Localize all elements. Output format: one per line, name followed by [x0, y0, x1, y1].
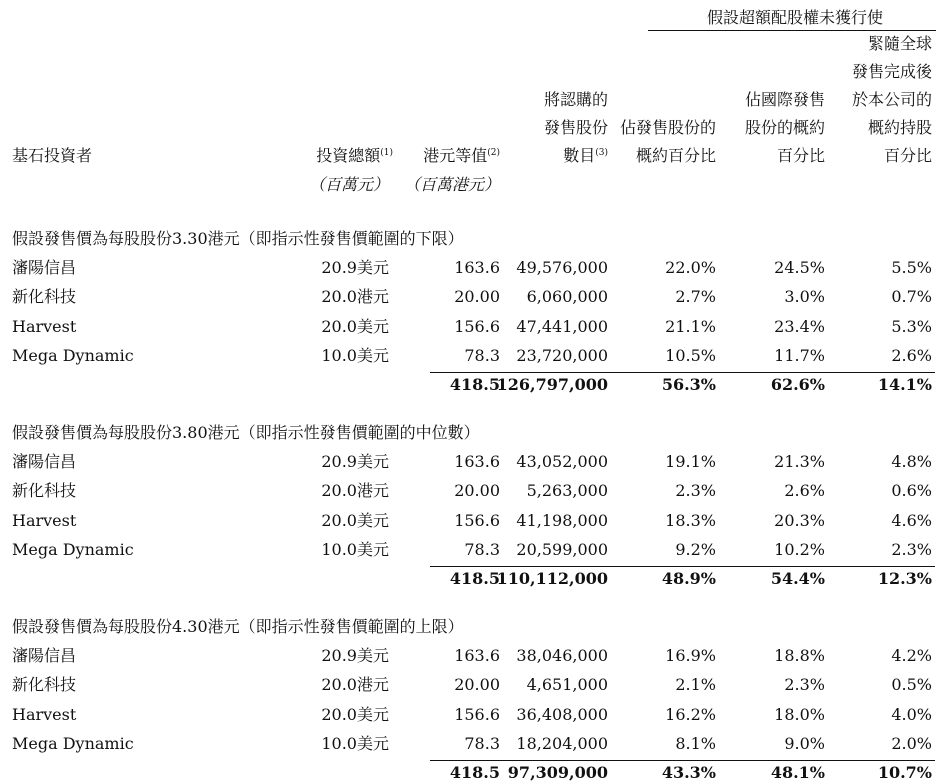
- cell-hkd: 20.00: [454, 287, 500, 306]
- total-rule: [430, 760, 935, 761]
- cell-investment: 20.9美元: [321, 646, 389, 665]
- cell-shares: 4,651,000: [526, 675, 608, 694]
- cell-investment: 20.9美元: [321, 258, 389, 277]
- investor-name: 新化科技: [12, 481, 77, 500]
- cell-shares: 41,198,000: [516, 511, 608, 530]
- cell-investment: 20.0港元: [321, 675, 389, 694]
- cell-shares: 36,408,000: [516, 705, 608, 724]
- col-hold-pct-l2: 發售完成後: [851, 62, 932, 81]
- cell-investment: 10.0美元: [321, 346, 389, 365]
- cell-investment: 20.0美元: [321, 511, 389, 530]
- investor-name: 瀋陽信昌: [12, 258, 77, 277]
- total-intl-pct: 62.6%: [770, 375, 825, 394]
- total-hold-pct: 12.3%: [877, 569, 932, 588]
- cell-hold-pct: 0.6%: [891, 481, 932, 500]
- cell-hold-pct: 4.2%: [891, 646, 932, 665]
- cell-intl-pct: 21.3%: [774, 452, 825, 471]
- col-offer-pct-l2: 概約百分比: [635, 146, 716, 165]
- total-shares: 97,309,000: [507, 763, 608, 782]
- group-title: 假設超額配股權未獲行使: [706, 8, 883, 27]
- cell-offer-pct: 18.3%: [665, 511, 716, 530]
- cell-hold-pct: 0.7%: [891, 287, 932, 306]
- cell-hkd: 163.6: [454, 258, 500, 277]
- col-investment-unit: （百萬元）: [308, 175, 389, 194]
- cell-investment: 10.0美元: [321, 734, 389, 753]
- cell-shares: 47,441,000: [516, 317, 608, 336]
- cell-shares: 38,046,000: [516, 646, 608, 665]
- cell-intl-pct: 18.0%: [774, 705, 825, 724]
- investor-name: 新化科技: [12, 287, 77, 306]
- col-intl-pct-l3: 百分比: [776, 146, 825, 165]
- cell-shares: 6,060,000: [526, 287, 608, 306]
- investor-name: 瀋陽信昌: [12, 646, 77, 665]
- total-intl-pct: 48.1%: [770, 763, 825, 782]
- cell-offer-pct: 22.0%: [665, 258, 716, 277]
- cell-hkd: 156.6: [454, 511, 500, 530]
- cell-hold-pct: 5.5%: [891, 258, 932, 277]
- cell-offer-pct: 19.1%: [665, 452, 716, 471]
- col-offer-pct-l1: 佔發售股份的: [619, 118, 716, 137]
- cell-shares: 43,052,000: [516, 452, 608, 471]
- investor-name: 瀋陽信昌: [12, 452, 77, 471]
- cell-hkd: 156.6: [454, 705, 500, 724]
- cell-offer-pct: 8.1%: [675, 734, 716, 753]
- cell-hold-pct: 2.0%: [891, 734, 932, 753]
- cell-hold-pct: 4.8%: [891, 452, 932, 471]
- total-offer-pct: 43.3%: [661, 763, 716, 782]
- cell-hkd: 78.3: [464, 540, 500, 559]
- col-shares-l3: 數目$^{(3)}$: [563, 146, 608, 165]
- col-intl-pct-l2: 股份的概約: [744, 118, 825, 137]
- cell-intl-pct: 2.6%: [784, 481, 825, 500]
- cell-shares: 5,263,000: [526, 481, 608, 500]
- investor-name: Harvest: [12, 317, 77, 336]
- section-title: 假設發售價為每股股份3.80港元（即指示性發售價範圍的中位數）: [12, 423, 480, 442]
- cell-intl-pct: 24.5%: [774, 258, 825, 277]
- cell-offer-pct: 2.3%: [675, 481, 716, 500]
- cell-hkd: 78.3: [464, 734, 500, 753]
- cell-intl-pct: 20.3%: [774, 511, 825, 530]
- cell-hold-pct: 4.6%: [891, 511, 932, 530]
- cell-intl-pct: 11.7%: [774, 346, 825, 365]
- section-title: 假設發售價為每股股份4.30港元（即指示性發售價範圍的上限）: [12, 617, 464, 636]
- cell-shares: 23,720,000: [516, 346, 608, 365]
- cell-intl-pct: 9.0%: [784, 734, 825, 753]
- cell-offer-pct: 21.1%: [665, 317, 716, 336]
- cell-hkd: 78.3: [464, 346, 500, 365]
- cell-intl-pct: 23.4%: [774, 317, 825, 336]
- cell-hold-pct: 2.3%: [891, 540, 932, 559]
- cell-offer-pct: 16.9%: [665, 646, 716, 665]
- col-intl-pct-l1: 佔國際發售: [744, 90, 825, 109]
- cell-hkd: 156.6: [454, 317, 500, 336]
- cell-intl-pct: 3.0%: [784, 287, 825, 306]
- total-shares: 110,112,000: [496, 569, 608, 588]
- cell-intl-pct: 10.2%: [774, 540, 825, 559]
- investor-name: Harvest: [12, 705, 77, 724]
- total-offer-pct: 56.3%: [661, 375, 716, 394]
- cell-investment: 20.0港元: [321, 481, 389, 500]
- investor-name: Mega Dynamic: [12, 346, 134, 365]
- investor-name: Mega Dynamic: [12, 540, 134, 559]
- investor-name: Mega Dynamic: [12, 734, 134, 753]
- total-offer-pct: 48.9%: [661, 569, 716, 588]
- total-hkd: 418.5: [449, 569, 500, 588]
- cell-hkd: 163.6: [454, 452, 500, 471]
- cell-hkd: 20.00: [454, 481, 500, 500]
- cell-shares: 20,599,000: [516, 540, 608, 559]
- cell-investment: 20.0美元: [321, 705, 389, 724]
- total-intl-pct: 54.4%: [770, 569, 825, 588]
- investor-name: Harvest: [12, 511, 77, 530]
- cell-intl-pct: 18.8%: [774, 646, 825, 665]
- total-rule: [430, 566, 935, 567]
- cell-investment: 20.9美元: [321, 452, 389, 471]
- cell-hkd: 20.00: [454, 675, 500, 694]
- col-investor: 基石投資者: [12, 146, 93, 165]
- cell-offer-pct: 16.2%: [665, 705, 716, 724]
- total-hold-pct: 14.1%: [877, 375, 932, 394]
- col-hkd: 港元等值$^{(2)}$: [423, 146, 500, 165]
- total-hkd: 418.5: [449, 763, 500, 782]
- total-shares: 126,797,000: [496, 375, 608, 394]
- cell-offer-pct: 9.2%: [675, 540, 716, 559]
- col-hold-pct-l1: 緊隨全球: [867, 34, 932, 53]
- col-hold-pct-l5: 百分比: [883, 146, 932, 165]
- group-title-rule: [648, 30, 936, 31]
- cell-offer-pct: 10.5%: [665, 346, 716, 365]
- col-shares-l2: 發售股份: [543, 118, 608, 137]
- total-hkd: 418.5: [449, 375, 500, 394]
- cell-hold-pct: 0.5%: [891, 675, 932, 694]
- cell-offer-pct: 2.1%: [675, 675, 716, 694]
- cell-hold-pct: 4.0%: [891, 705, 932, 724]
- cell-investment: 10.0美元: [321, 540, 389, 559]
- cell-investment: 20.0美元: [321, 317, 389, 336]
- col-hkd-unit: （百萬港元）: [403, 175, 500, 194]
- total-hold-pct: 10.7%: [877, 763, 932, 782]
- cell-shares: 49,576,000: [516, 258, 608, 277]
- total-rule: [430, 372, 935, 373]
- cell-hold-pct: 2.6%: [891, 346, 932, 365]
- investor-name: 新化科技: [12, 675, 77, 694]
- cell-shares: 18,204,000: [516, 734, 608, 753]
- cell-hkd: 163.6: [454, 646, 500, 665]
- cell-intl-pct: 2.3%: [784, 675, 825, 694]
- col-hold-pct-l3: 於本公司的: [851, 90, 932, 109]
- col-shares-l1: 將認購的: [543, 90, 608, 109]
- section-title: 假設發售價為每股股份3.30港元（即指示性發售價範圍的下限）: [12, 229, 464, 248]
- cell-offer-pct: 2.7%: [675, 287, 716, 306]
- cell-hold-pct: 5.3%: [891, 317, 932, 336]
- col-investment: 投資總額$^{(1)}$: [316, 146, 393, 165]
- col-hold-pct-l4: 概約持股: [867, 118, 932, 137]
- cell-investment: 20.0港元: [321, 287, 389, 306]
